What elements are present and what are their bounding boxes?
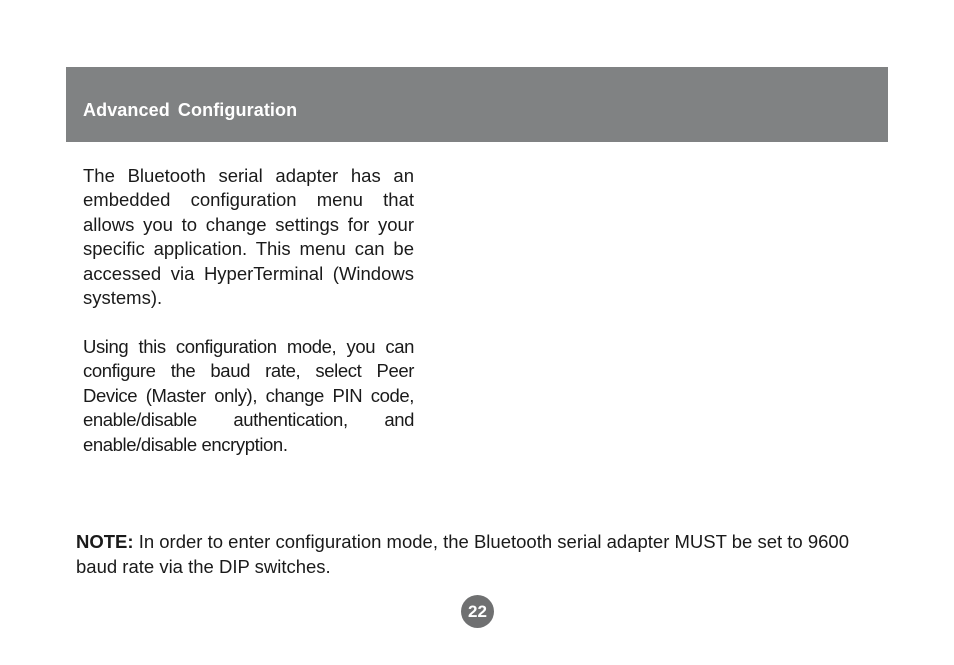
note-block: [76, 529, 876, 579]
body-column: [83, 164, 414, 457]
section-header-band: [66, 67, 888, 142]
section-title: Advanced Configuration: [83, 100, 298, 120]
note-text: In order to enter configuration mode, the Bluetooth serial adapter MUST be set to 9600 baud rate via the DIP switches.: [76, 531, 849, 577]
intro-paragraph: The Bluetooth serial adapter has an embedded configuration menu that allows you to change settings for your specific application. This menu can be accessed via HyperTerminal (Windows systems).: [83, 165, 414, 309]
page-number-badge: 22: [461, 595, 494, 628]
features-paragraph: Using this configuration mode, you can configure the baud rate, select Peer Device (Master only), change PIN code, enable/disable authentication, and enable/disable encryption.: [83, 335, 414, 455]
note-label: NOTE:: [76, 531, 134, 552]
